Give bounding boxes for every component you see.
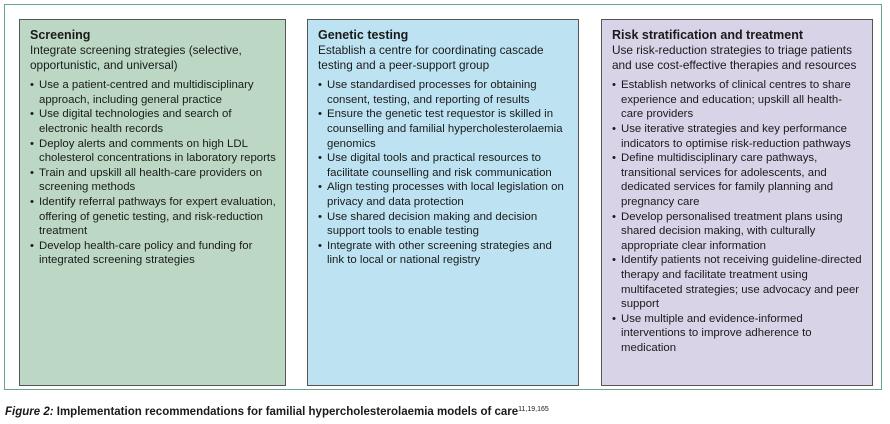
list-item-text: Use iterative strategies and key performance indicators to optimise risk-reduction pathways xyxy=(621,122,851,150)
list-item xyxy=(612,122,864,151)
panel-title: Risk stratification and treatment xyxy=(612,28,804,42)
list-item xyxy=(318,78,570,107)
bullet-icon: • xyxy=(318,239,322,252)
list-item xyxy=(318,239,570,268)
list-item-text: Align testing processes with local legislation on privacy and data protection xyxy=(327,181,564,208)
recommendation-list xyxy=(318,78,570,268)
bullet-icon: • xyxy=(30,108,34,121)
bullet-icon: • xyxy=(318,108,322,121)
recommendation-list xyxy=(612,78,864,355)
list-item xyxy=(318,107,570,151)
list-item xyxy=(612,312,864,356)
panel-title: Genetic testing xyxy=(318,28,409,42)
list-item xyxy=(318,210,570,239)
bullet-icon: • xyxy=(612,79,616,92)
list-item xyxy=(318,180,570,209)
list-item-text: Use a patient-centred and multidisciplinary approach, including general practice xyxy=(39,79,254,106)
list-item-text: Deploy alerts and comments on high LDL cholesterol concentrations in laboratory reports xyxy=(39,137,276,165)
figure-references: 11,19,165 xyxy=(518,406,549,413)
list-item-text: Use shared decision making and decision support tools to enable testing xyxy=(327,210,538,238)
figure-caption-text: Implementation recommendations for familial hypercholesterolaemia models of care xyxy=(53,406,519,418)
list-item xyxy=(30,195,277,239)
panel-title: Screening xyxy=(30,28,91,42)
bullet-icon: • xyxy=(612,122,616,135)
figure-caption xyxy=(5,403,549,419)
recommendation-list xyxy=(30,78,277,268)
bullet-icon: • xyxy=(612,210,616,223)
list-item-text: Train and upskill all health-care providers on screening methods xyxy=(39,166,263,194)
figure-frame xyxy=(4,4,882,390)
list-item xyxy=(30,107,277,136)
list-item xyxy=(30,78,277,107)
list-item xyxy=(612,210,864,254)
list-item-text: Use digital tools and practical resources to facilitate counselling and risk communication xyxy=(327,152,552,179)
panel-intro: Use risk-reduction strategies to triage patients and use cost-effective therapies and resources xyxy=(612,43,857,72)
list-item-text: Ensure the genetic test requestor is skilled in counselling and familial hypercholesterolaemia genomics xyxy=(327,108,563,150)
list-item xyxy=(318,151,570,180)
list-item-text: Use multiple and evidence-informed interventions to improve adherence to medication xyxy=(621,312,812,354)
list-item xyxy=(612,253,864,311)
panel-intro: Integrate screening strategies (selective, opportunistic, and universal) xyxy=(30,43,242,72)
list-item-text: Develop health-care policy and funding for integrated screening strategies xyxy=(39,239,253,267)
bullet-icon: • xyxy=(30,79,34,92)
list-item-text: Use digital technologies and search of electronic health records xyxy=(39,108,232,135)
list-item xyxy=(30,239,277,268)
list-item xyxy=(30,137,277,166)
panel-risk-stratification xyxy=(601,19,873,386)
bullet-icon: • xyxy=(30,137,34,150)
bullet-icon: • xyxy=(30,166,34,179)
list-item-text: Identify patients not receiving guideline-directed therapy and facilitate treatment using multifaceted strategies; use advocacy and peer support xyxy=(621,254,862,311)
list-item-text: Define multidisciplinary care pathways, transitional services for adolescents, and dedicated services for family planning and pregnancy care xyxy=(621,152,834,208)
list-item xyxy=(612,78,864,122)
list-item-text: Identify referral pathways for expert evaluation, offering of genetic testing, and risk-reduction treatment xyxy=(39,195,276,238)
list-item-text: Develop personalised treatment plans using shared decision making, with culturally appropriate clear information xyxy=(621,210,843,252)
bullet-icon: • xyxy=(318,79,322,92)
bullet-icon: • xyxy=(30,239,34,252)
panel-genetic-testing xyxy=(307,19,579,386)
panel-intro: Establish a centre for coordinating cascade testing and a peer-support group xyxy=(318,43,544,72)
list-item-text: Use standardised processes for obtaining consent, testing, and reporting of results xyxy=(327,79,537,106)
list-item xyxy=(30,166,277,195)
bullet-icon: • xyxy=(30,195,34,208)
list-item-text: Integrate with other screening strategies and link to local or national registry xyxy=(327,239,552,267)
figure-label: Figure 2: xyxy=(5,406,54,418)
bullet-icon: • xyxy=(612,152,616,165)
bullet-icon: • xyxy=(318,210,322,223)
list-item xyxy=(612,151,864,209)
panel-screening xyxy=(19,19,286,386)
bullet-icon: • xyxy=(318,181,322,194)
bullet-icon: • xyxy=(318,152,322,165)
bullet-icon: • xyxy=(612,312,616,325)
bullet-icon: • xyxy=(612,254,616,267)
list-item-text: Establish networks of clinical centres to share experience and education; upskill all health-care providers xyxy=(621,79,851,121)
